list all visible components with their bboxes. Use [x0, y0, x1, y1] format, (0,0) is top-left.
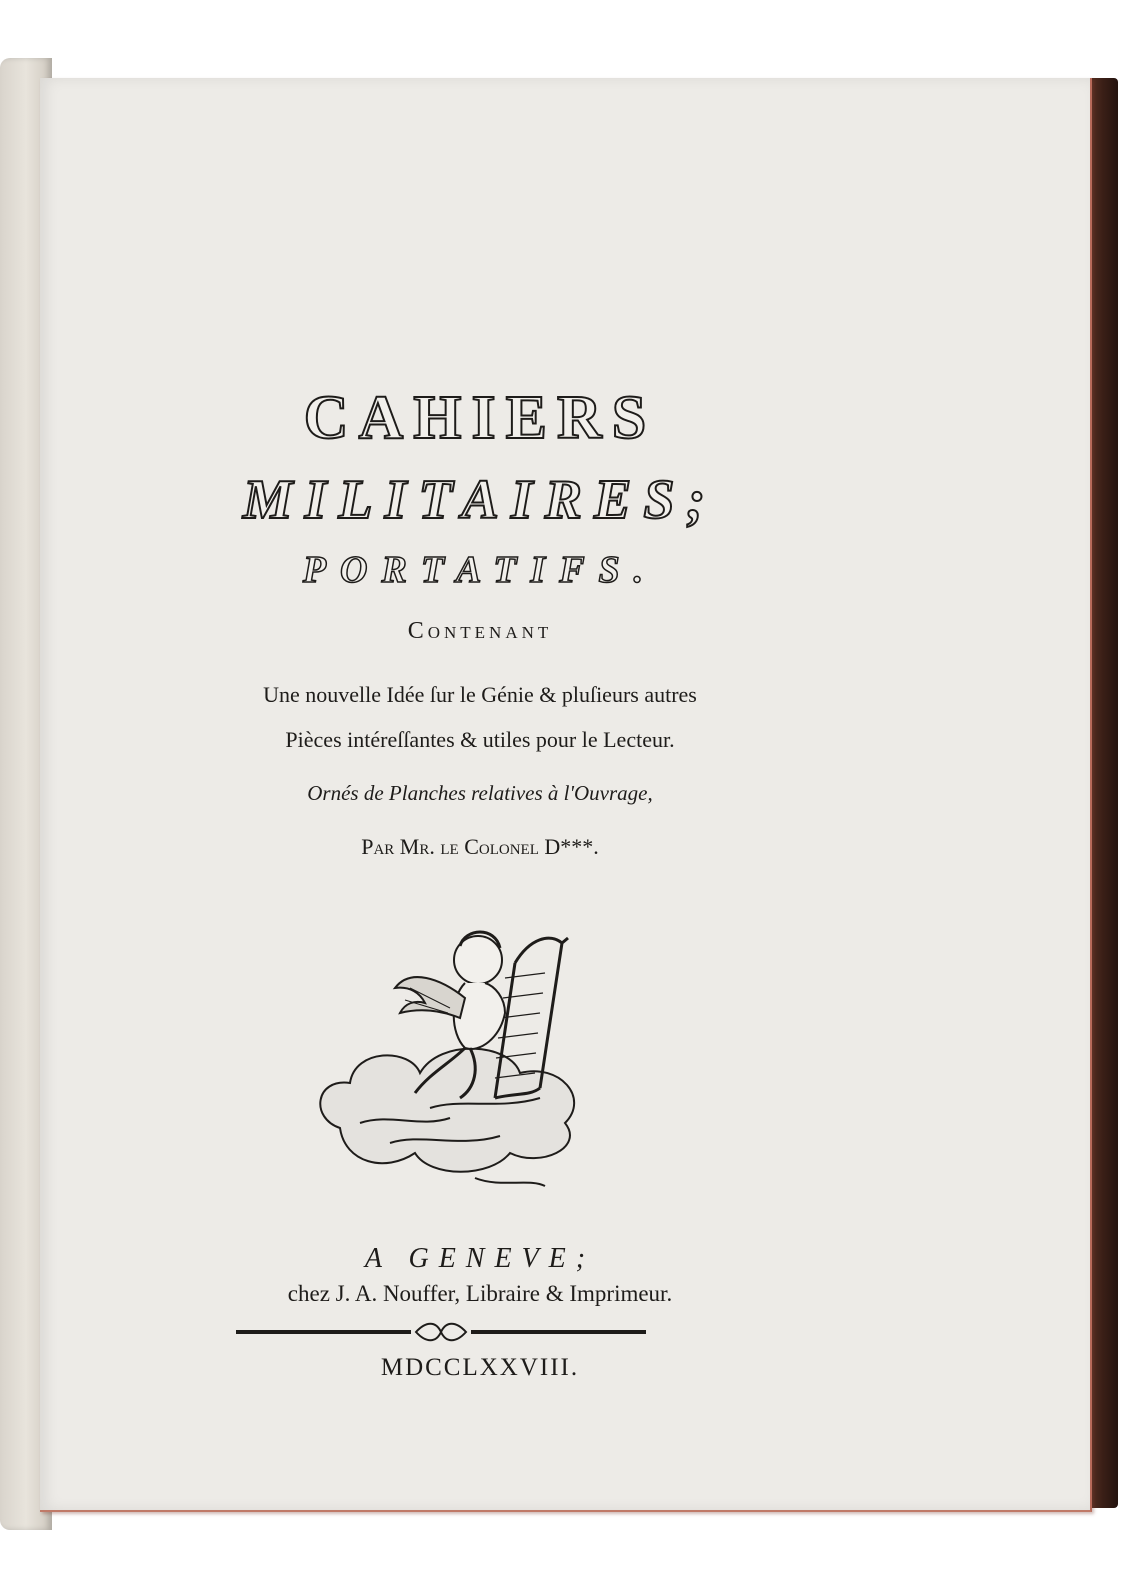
printers-rule-ornament-icon: [236, 1321, 646, 1343]
imprint-publisher: chez J. A. Nouffer, Libraire & Imprimeur.: [287, 1281, 673, 1306]
title-line-1: CAHIERS: [303, 384, 657, 452]
title-line-2: MILITAIRES;: [242, 469, 718, 531]
ornes-line: Ornés de Planches relatives à l'Ouvrage,: [307, 781, 653, 805]
author-line: Par Mr. le Colonel D***.: [361, 834, 599, 859]
description-line-2: Pièces intéreſſantes & utiles pour le Lecteur.: [285, 727, 675, 752]
title-page: [40, 78, 1092, 1512]
title-line-3: PORTATIFS.: [302, 549, 658, 591]
imprint-year: MDCCLXXVIII.: [380, 1354, 580, 1381]
cherub-with-harp-on-cloud-icon: [300, 848, 600, 1188]
description-line-1: Une nouvelle Idée ſur le Génie & pluſieurs autres: [263, 682, 697, 707]
imprint-city: A GENEVE;: [364, 1243, 596, 1274]
contenant-line: Contenant: [407, 618, 553, 644]
